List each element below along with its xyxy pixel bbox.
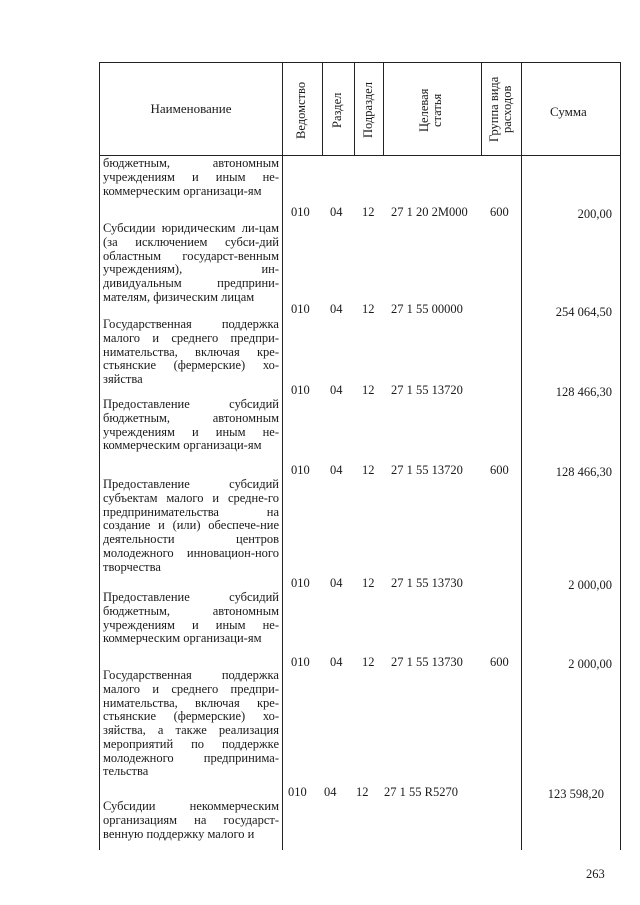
row-0-razdel: 04 <box>330 205 343 219</box>
table-divider-grp <box>521 62 522 850</box>
row-2-name: Государственная поддержка малого и среднего предпри-нимательства, включая кре-стьянские (фермерские) хо-зяйства <box>103 317 279 386</box>
row-5-sum: 2 000,00 <box>568 657 612 671</box>
row-0-name: бюджетным, автономным учреждениям и иным не-коммерческим организаци-ям <box>103 156 279 198</box>
row-0-sum: 200,00 <box>577 207 612 221</box>
row-3-sum: 128 466,30 <box>555 465 612 479</box>
row-4-ved: 010 <box>291 576 310 590</box>
table-divider-podrazdel <box>383 62 384 156</box>
row-0-ved: 010 <box>291 205 310 219</box>
row-1-ved: 010 <box>291 302 310 316</box>
row-6-name: Государственная поддержка малого и среднего предпри-нимательства, включая кре-стьянские (фермерские) хо-зяйства, а также реализация мероприятий по поддержке молодежного предпринима-тельства <box>103 668 279 779</box>
row-2-cst: 27 1 55 13720 <box>391 383 463 397</box>
row-5-ved: 010 <box>291 655 310 669</box>
row-7-name: Субсидии некоммерческим организациям на государст-венную поддержку малого и <box>103 799 279 841</box>
table-border-left <box>99 62 100 850</box>
row-2-razdel: 04 <box>330 383 343 397</box>
row-1-podrazdel: 12 <box>362 302 375 316</box>
row-4-sum: 2 000,00 <box>568 578 612 592</box>
row-5-grp: 600 <box>490 655 509 669</box>
row-6-podrazdel: 12 <box>356 785 369 799</box>
table-divider-cst <box>481 62 482 156</box>
row-4-podrazdel: 12 <box>362 576 375 590</box>
header-podrazdel: Подраздел <box>361 82 375 138</box>
row-5-podrazdel: 12 <box>362 655 375 669</box>
row-5-razdel: 04 <box>330 655 343 669</box>
row-4-cst: 27 1 55 13730 <box>391 576 463 590</box>
row-5-cst: 27 1 55 13730 <box>391 655 463 669</box>
header-gruppa: Группа вида расходов <box>487 76 514 142</box>
row-3-podrazdel: 12 <box>362 463 375 477</box>
header-vedomstvo: Ведомство <box>294 81 308 139</box>
row-4-razdel: 04 <box>330 576 343 590</box>
row-0-podrazdel: 12 <box>362 205 375 219</box>
row-3-razdel: 04 <box>330 463 343 477</box>
table-divider-ved <box>322 62 323 156</box>
table-border-right <box>620 62 621 850</box>
table-divider-razdel <box>354 62 355 156</box>
header-celevaya: Целевая статья <box>417 88 444 132</box>
row-2-ved: 010 <box>291 383 310 397</box>
row-6-sum: 123 598,20 <box>547 787 604 801</box>
row-2-podrazdel: 12 <box>362 383 375 397</box>
row-6-razdel: 04 <box>324 785 337 799</box>
row-0-grp: 600 <box>490 205 509 219</box>
row-1-razdel: 04 <box>330 302 343 316</box>
row-4-name: Предоставление субсидий субъектам малого и средне-го предпринимательства на создание и (или) обеспече-ние деятельности центров молодежного инновацион-ного творчества <box>103 477 279 574</box>
row-3-ved: 010 <box>291 463 310 477</box>
row-6-ved: 010 <box>288 785 307 799</box>
row-3-cst: 27 1 55 13720 <box>391 463 463 477</box>
row-3-grp: 600 <box>490 463 509 477</box>
table-divider-name <box>282 62 283 850</box>
row-6-cst: 27 1 55 R5270 <box>384 785 458 799</box>
header-summa: Сумма <box>550 104 587 119</box>
row-0-cst: 27 1 20 2М000 <box>391 205 468 219</box>
row-1-name: Субсидии юридическим ли-цам (за исключением субси-дий областным государст-венным учреждениям), ин-дивидуальным предприни-мателям, физическим лицам <box>103 221 279 304</box>
row-1-sum: 254 064,50 <box>555 305 612 319</box>
header-razdel: Раздел <box>330 92 344 128</box>
row-1-cst: 27 1 55 00000 <box>391 302 463 316</box>
row-5-name: Предоставление субсидий бюджетным, автономным учреждениям и иным не-коммерческим организаци-ям <box>103 590 279 646</box>
page-number: 263 <box>586 867 605 881</box>
header-name: Наименование <box>150 101 232 116</box>
row-2-sum: 128 466,30 <box>555 385 612 399</box>
row-3-name: Предоставление субсидий бюджетным, автономным учреждениям и иным не-коммерческим организаци-ям <box>103 397 279 453</box>
